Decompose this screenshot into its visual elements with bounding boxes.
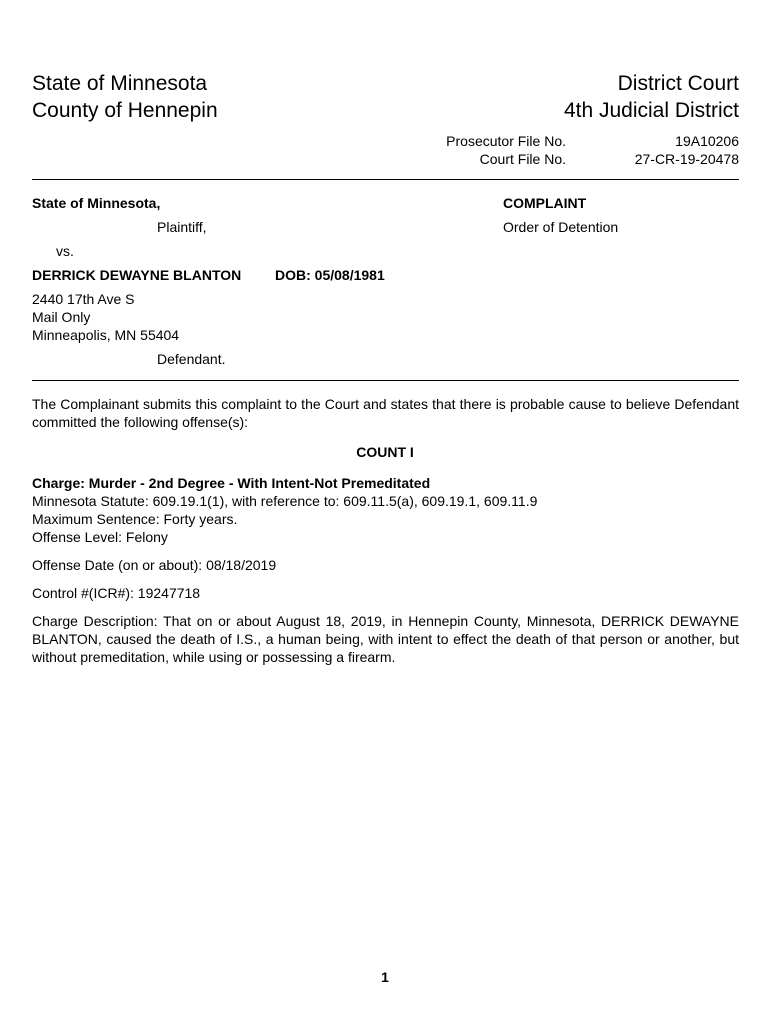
jurisdiction-county: County of Hennepin [32,99,218,122]
charge-line: Charge: Murder - 2nd Degree - With Intent-Not Premeditated [32,475,431,491]
defendant-dob: DOB: 05/08/1981 [275,267,385,283]
charge-description: Charge Description: That on or about August 18, 2019, in Hennepin County, Minnesota, DERRICK DEWAYNE BLANTON, caused the death of I.S., a human being, with intent to effect the death of that person or another, but without premeditation, while using or possessing a firearm. [32,613,739,665]
charge-block [32,474,739,546]
page-number: 1 [381,969,389,985]
caption-divider [32,380,739,381]
jurisdiction-state: State of Minnesota [32,72,208,95]
plaintiff-role: Plaintiff, [157,219,207,235]
intro-paragraph: The Complainant submits this complaint to the Court and states that there is probable cause to believe Defendant committed the following offense(s): [32,396,739,430]
address-line-2: Mail Only [32,309,91,325]
address-line-1: 2440 17th Ave S [32,291,135,307]
offense-level-line: Offense Level: Felony [32,529,168,545]
versus: vs. [56,243,74,259]
document-title: COMPLAINT [503,195,587,211]
control-number: Control #(ICR#): 19247718 [32,585,201,601]
header-divider [32,179,739,180]
defendant-role: Defendant. [157,351,226,367]
address-line-3: Minneapolis, MN 55404 [32,327,180,343]
defendant-name: DERRICK DEWAYNE BLANTON [32,267,242,283]
court-name: District Court [617,72,739,95]
statute-line: Minnesota Statute: 609.19.1(1), with reference to: 609.11.5(a), 609.19.1, 609.11.9 [32,493,538,509]
court-file-value: 27-CR-19-20478 [634,151,739,167]
prosecutor-file-label: Prosecutor File No. [446,133,566,149]
document-subtitle: Order of Detention [503,219,619,235]
count-heading: COUNT I [356,444,414,460]
judicial-district: 4th Judicial District [563,99,739,122]
prosecutor-file-value: 19A10206 [675,133,739,149]
offense-date: Offense Date (on or about): 08/18/2019 [32,557,277,573]
court-file-label: Court File No. [479,151,566,167]
max-sentence-line: Maximum Sentence: Forty years. [32,511,238,527]
plaintiff-name: State of Minnesota, [32,195,161,211]
